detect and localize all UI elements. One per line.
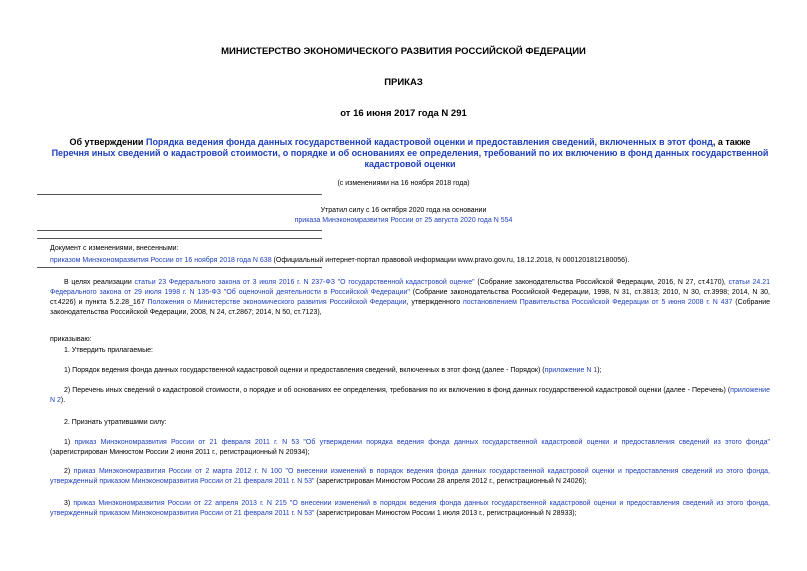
changes-label: Документ с изменениями, внесенными:: [50, 245, 179, 252]
preamble-text: (Собрание законодательства Российской Федерации, 1998, N 31, ст.3813; 2010, N 30, ст.3998; 2014, N 30, ст.4226) и пункта 5.2.28_167: [50, 289, 770, 306]
item-tail: ).: [60, 397, 66, 404]
divider: [37, 230, 322, 231]
repealed-order-215-link[interactable]: приказ Минэкономразвития России от 22 апреля 2013 г. N 215 "О внесении изменений в порядок ведения фонда данных государственной кадастровой оценки и предоставления сведений из этого фонда, утвержденный приказом Минэкономразвития России от 21 февраля 2011 г. N 53": [50, 500, 770, 517]
preamble-paragraph: [50, 278, 770, 318]
item-tail: (зарегистрирован Минюстом России 2 июня 2011 г., регистрационный N 20934);: [50, 449, 310, 456]
item-number: 3): [64, 500, 74, 507]
ministry-heading: МИНИСТЕРСТВО ЭКОНОМИЧЕСКОГО РАЗВИТИЯ РОССИЙСКОЙ ФЕДЕРАЦИИ: [221, 46, 586, 57]
expired-line: Утратил силу с 16 октября 2020 года на основании: [320, 207, 487, 214]
title-middle: , а также: [712, 137, 751, 147]
document-title: [50, 137, 770, 170]
item-2-1: [50, 438, 770, 458]
item-2-3: [50, 499, 770, 519]
appendix-2-link[interactable]: приложение N 2: [50, 387, 770, 404]
repealed-order-100-link[interactable]: приказ Минэкономразвития России от 2 марта 2012 г. N 100 "О внесении изменений в порядок ведения фонда данных государственной кадастровой оценки и предоставления сведений из этого фонда, утвержденный приказом Минэкономразвития России от 21 февраля 2011 г. N 53": [50, 468, 770, 485]
item-1-1: [50, 366, 770, 376]
divider: [37, 267, 322, 268]
expired-note: [0, 206, 807, 226]
preamble-link-law-135[interactable]: статьи 24.21 Федерального закона от 29 июля 1998 г. N 135-ФЗ "Об оценочной деятельности в Российской Федерации": [50, 279, 771, 296]
item-text: 1) Порядок ведения фонда данных государственной кадастровой оценки и предоставления сведений, включенных в этот фонд (далее - Порядок) (: [64, 367, 545, 374]
changes-block: [50, 244, 770, 266]
repealed-order-53-link[interactable]: приказ Минэкономразвития России от 21 февраля 2011 г. N 53 "Об утверждении порядка ведения фонда данных государственной кадастровой оценки и предоставления сведений из этого фонда": [74, 439, 771, 446]
item-1: 1. Утвердить прилагаемые:: [64, 347, 153, 354]
preamble-text: (Собрание законодательства Российской Федерации, 2016, N 27, ст.4170),: [474, 279, 729, 286]
preamble-text: (Собрание законодательства Российской Федерации, 2008, N 24, ст.2867; 2014, N 50, ст.7123),: [50, 299, 770, 316]
divider: [37, 194, 322, 195]
changes-tail: (Официальный интернет-портал правовой информации www.pravo.gov.ru, 18.12.2018, N 0001201812180056).: [271, 257, 630, 264]
preamble-link-decree-437[interactable]: постановлением Правительства Российской Федерации от 5 июня 2008 г. N 437: [462, 299, 733, 306]
order-word: приказываю:: [50, 336, 92, 343]
expired-link[interactable]: приказа Минэкономразвития России от 25 августа 2020 года N 554: [294, 217, 513, 224]
date-number-heading: от 16 июня 2017 года N 291: [340, 108, 467, 119]
divider: [37, 238, 322, 239]
title-link-procedure[interactable]: Порядка ведения фонда данных государственной кадастровой оценки и предоставления сведений, включенных в этот фонд: [145, 137, 713, 147]
preamble-link-regulation[interactable]: Положения о Министерстве экономического развития Российской Федерации: [147, 299, 407, 306]
item-number: 1): [64, 439, 75, 446]
item-text: 2) Перечень иных сведений о кадастровой стоимости, о порядке и об основаниях ее определения, требования по их включению в фонд данных государственной кадастровой оценки (далее - Перечень) (: [64, 387, 731, 394]
changes-link[interactable]: приказом Минэкономразвития России от 16 ноября 2018 года N 638: [50, 257, 272, 264]
item-number: 2): [64, 468, 74, 475]
preamble-text: В целях реализации: [64, 279, 135, 286]
item-tail: (зарегистрирован Минюстом России 28 апреля 2012 г., регистрационный N 24026);: [314, 478, 587, 485]
item-1-2: [50, 386, 770, 406]
item-2-2: [50, 467, 770, 487]
item-tail: (зарегистрирован Минюстом России 1 июля 2013 г., регистрационный N 28933);: [314, 510, 577, 517]
item-2: 2. Признать утратившими силу:: [64, 419, 167, 426]
title-link-list[interactable]: Перечня иных сведений о кадастровой стоимости, о порядке и об основаниях ее определения, требований по их включению в фонд данных государственной кадастровой оценки: [51, 148, 769, 169]
appendix-1-link[interactable]: приложение N 1: [544, 367, 598, 374]
doc-type-heading: ПРИКАЗ: [384, 77, 423, 88]
preamble-text: , утвержденного: [406, 299, 463, 306]
title-prefix: Об утверждении: [69, 137, 146, 147]
item-tail: );: [597, 367, 602, 374]
amendments-note: (с изменениями на 16 ноября 2018 года): [337, 180, 470, 187]
preamble-link-law-237[interactable]: статьи 23 Федерального закона от 3 июля 2016 г. N 237-ФЗ "О государственной кадастровой оценке": [134, 279, 475, 286]
